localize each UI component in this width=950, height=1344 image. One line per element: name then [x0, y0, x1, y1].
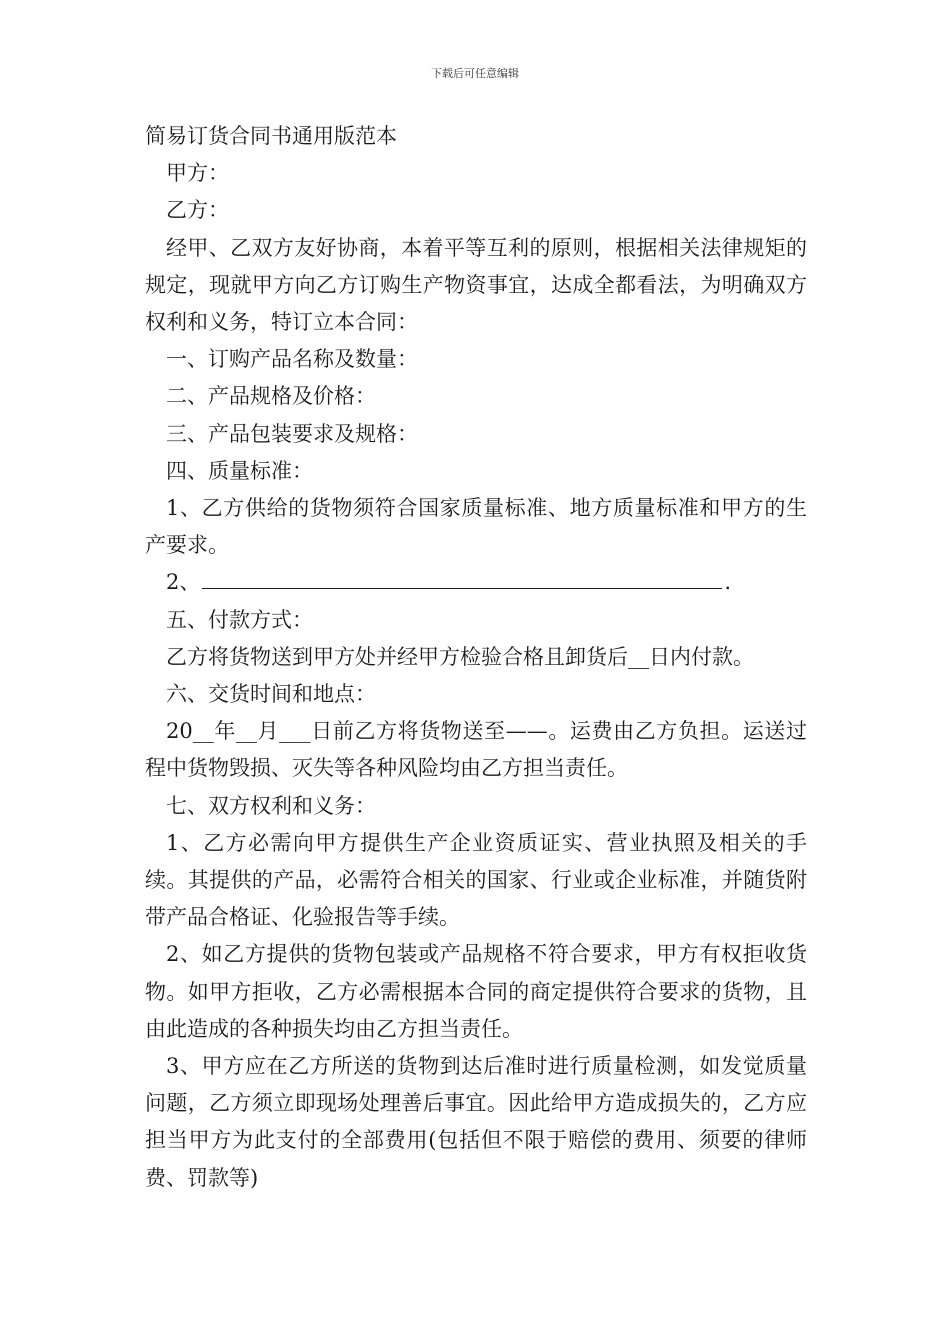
section-3-heading: 三、产品包装要求及规格：: [166, 421, 418, 446]
section-7-item-3: 3、甲方应在乙方所送的货物到达后准时进行质量检测，如发觉质量问题，乙方须立即现场处理善后事宜。因此给甲方造成损失的，乙方应担当甲方为此支付的全部费用(包括但不限于赔偿的费用、须要的律师费、罚款等): [145, 1054, 807, 1190]
party-a-line: 甲方：: [166, 161, 229, 186]
section-5-body: 乙方将货物送到甲方处并经甲方检验合格且卸货后__日内付款。: [166, 644, 754, 669]
document-title: 简易订货合同书通用版范本: [145, 124, 397, 148]
section-1-heading: 一、订购产品名称及数量：: [166, 347, 418, 372]
section-4-item-2-prefix: 2、: [166, 570, 201, 595]
section-7-item-2: 2、如乙方提供的货物包装或产品规格不符合要求，甲方有权拒收货物。如甲方拒收，乙方必需根据本合同的商定提供符合要求的货物，且由此造成的各种损失均由乙方担当责任。: [145, 942, 807, 1041]
header-note: 下载后可任意编辑: [431, 67, 519, 80]
section-4-heading: 四、质量标准：: [166, 458, 313, 483]
party-b-line: 乙方：: [166, 198, 229, 223]
page-header: [0, 66, 950, 82]
section-5-heading: 五、付款方式：: [166, 607, 313, 632]
document-body: [145, 118, 807, 1197]
section-2-heading: 二、产品规格及价格：: [166, 384, 376, 409]
section-6-heading: 六、交货时间和地点：: [166, 682, 376, 707]
section-4-item-2-suffix: .: [724, 570, 732, 595]
section-7-item-1: 1、乙方必需向甲方提供生产企业资质证实、营业执照及相关的手续。其提供的产品，必需符合相关的国家、行业或企业标准，并随货附带产品合格证、化验报告等手续。: [145, 830, 807, 930]
section-4-item-2: [145, 564, 807, 601]
fill-in-blank-line: [202, 564, 722, 589]
section-4-item-1: 1、乙方供给的货物须符合国家质量标准、地方质量标准和甲方的生产要求。: [145, 496, 807, 558]
section-7-heading: 七、双方权利和义务：: [166, 793, 376, 818]
section-6-body: 20__年__月___日前乙方将货物送至——。运费由乙方负担。运送过程中货物毁损、灭失等各种风险均由乙方担当责任。: [145, 719, 807, 781]
intro-paragraph: 经甲、乙双方友好协商，本着平等互利的原则，根据相关法律规矩的规定，现就甲方向乙方订购生产物资事宜，达成全都看法，为明确双方权利和义务，特订立本合同：: [145, 235, 807, 335]
